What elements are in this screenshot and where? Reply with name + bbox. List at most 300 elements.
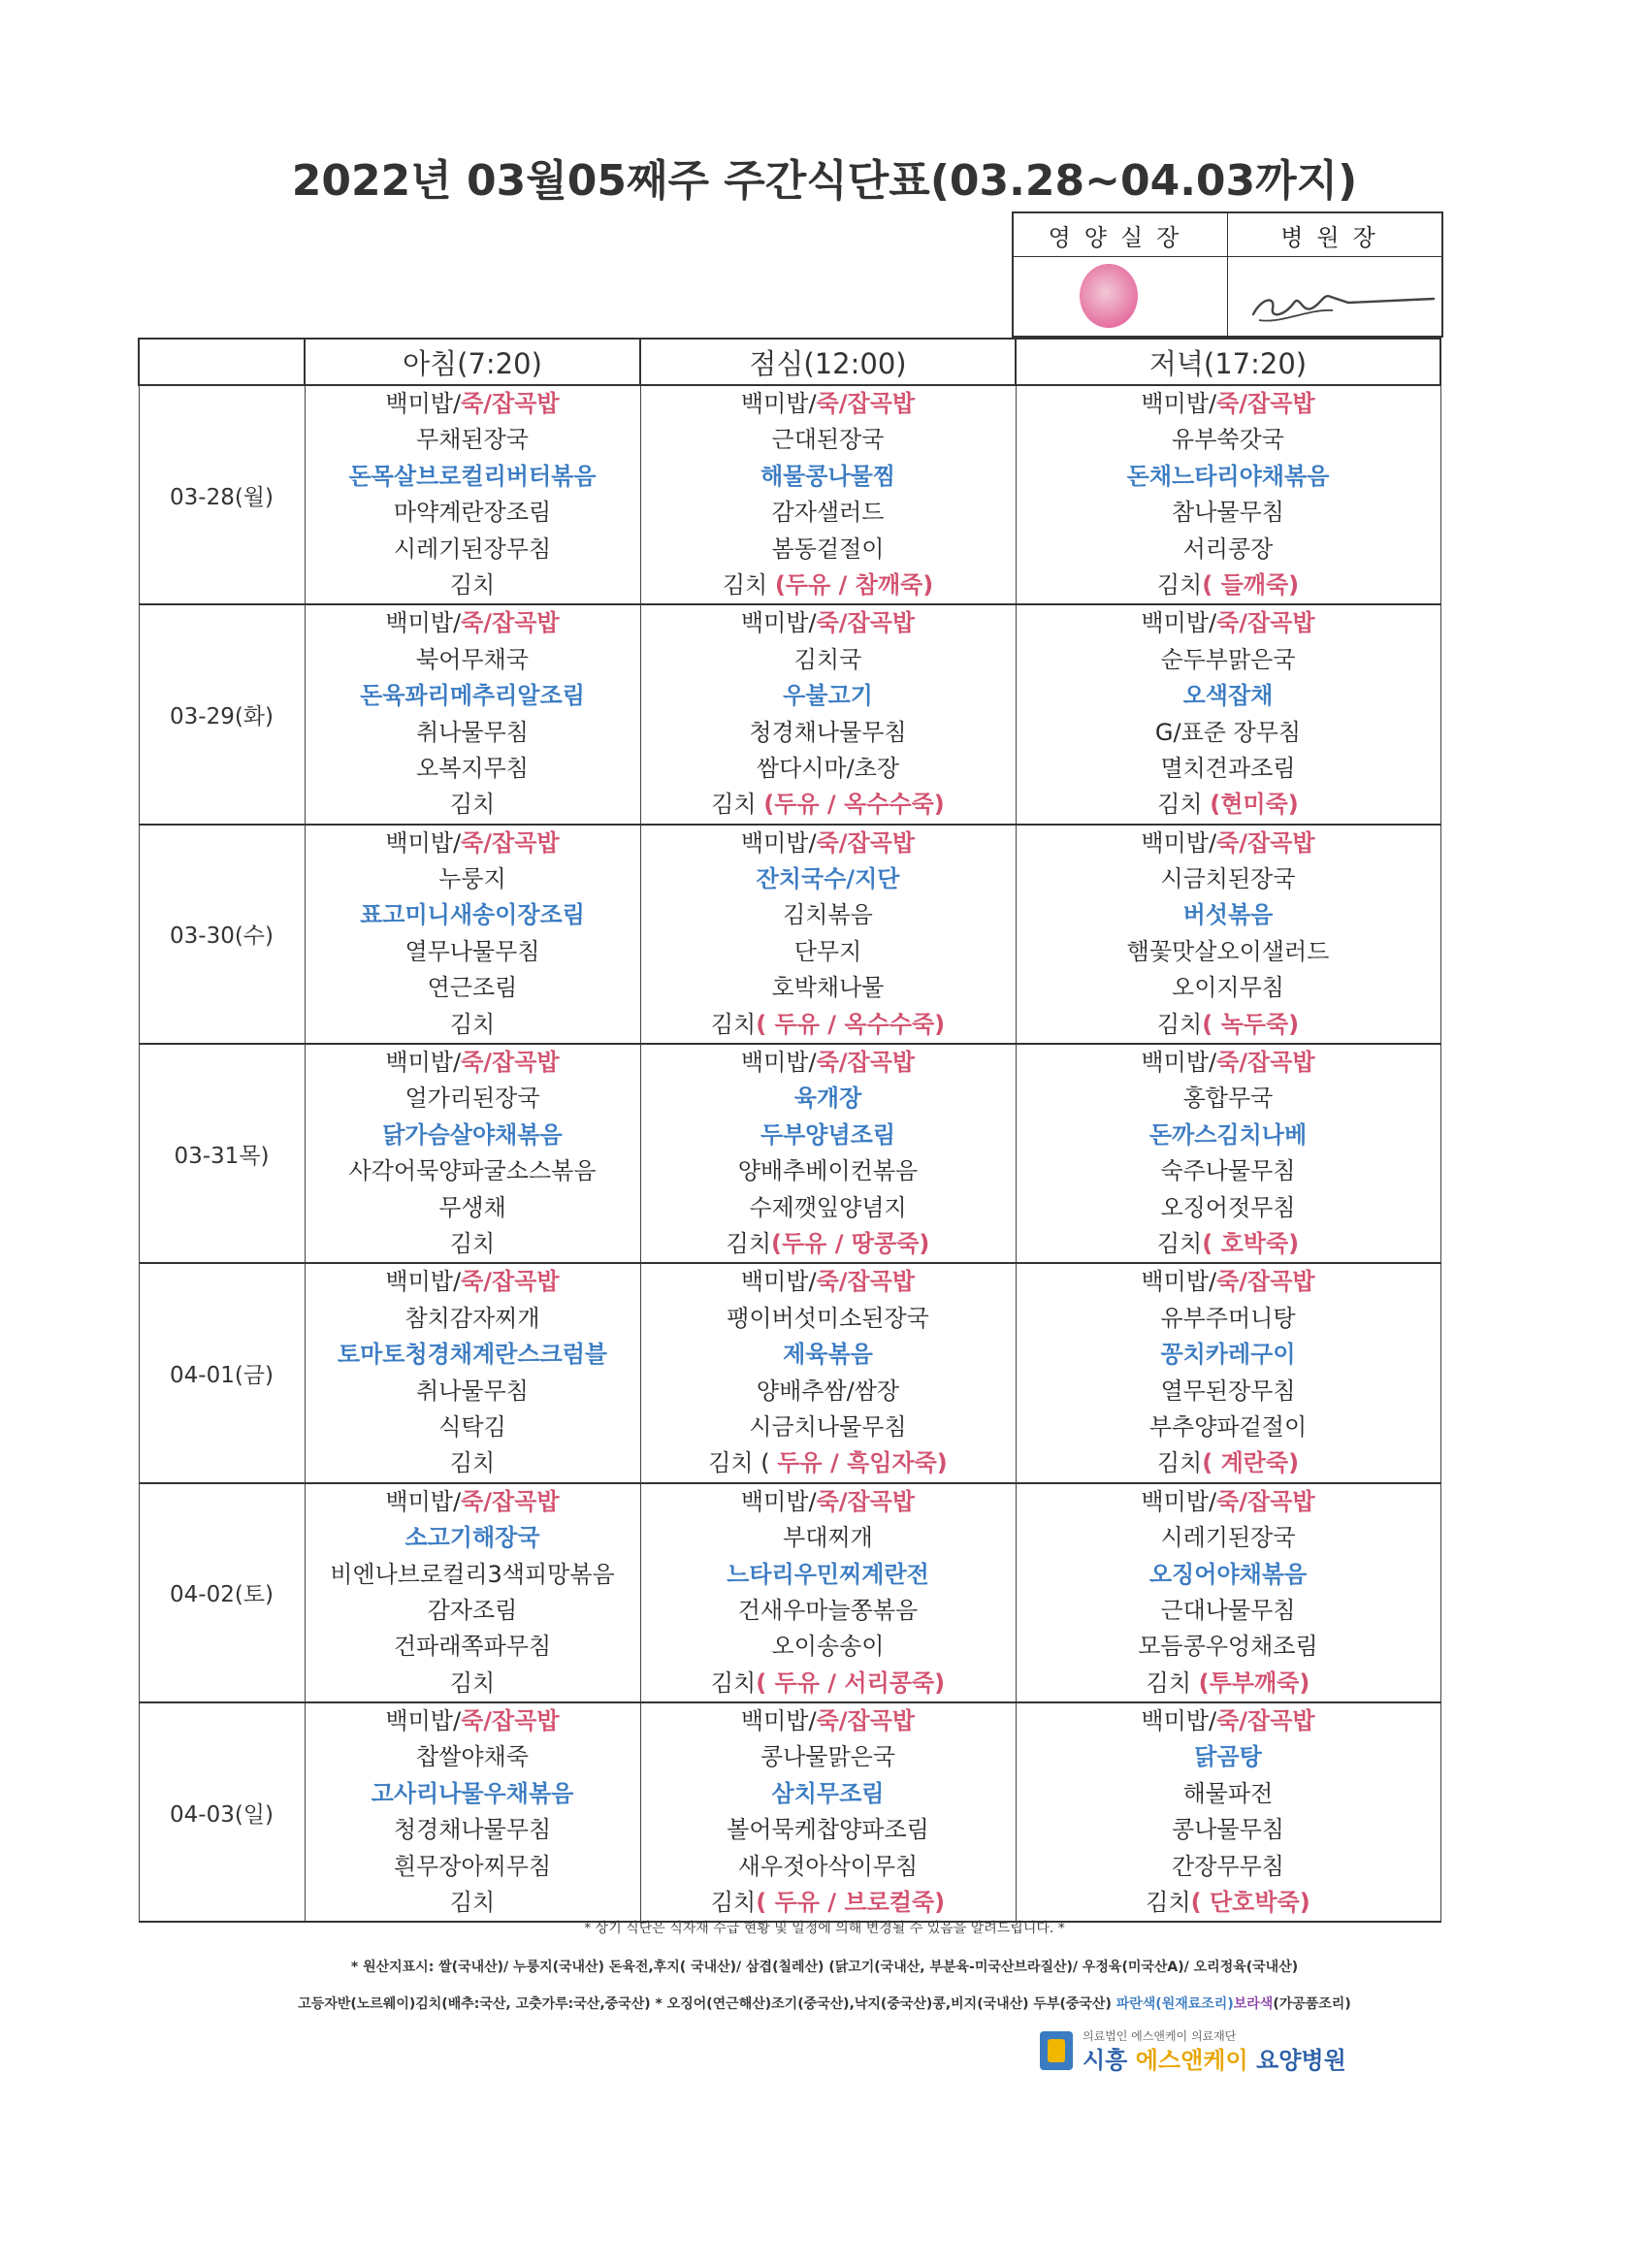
menu-item — [306, 459, 640, 495]
menu-item-text: (두유 / 옥수수죽) — [763, 791, 945, 819]
menu-item — [641, 1301, 1016, 1337]
menu-item — [306, 1484, 640, 1520]
menu-item — [306, 642, 640, 678]
menu-item — [1017, 751, 1440, 787]
menu-item-text: 육개장 — [793, 1085, 862, 1113]
menu-item-text: ( 두유 / 서리콩죽) — [756, 1669, 946, 1697]
menu-item-text: ( 들깨죽) — [1202, 570, 1300, 599]
menu-item-text: (두유 / 참깨죽) — [774, 570, 934, 599]
menu-item — [1017, 678, 1440, 714]
menu-item-text: 백미밥/ — [740, 1707, 817, 1735]
menu-item-text: 김치 — [722, 570, 775, 599]
menu-item-text: (투부깨죽) — [1198, 1669, 1310, 1697]
menu-item-text: 닭곰탕 — [1194, 1743, 1262, 1771]
menu-item-text: 백미밥/ — [740, 828, 817, 857]
menu-item — [306, 1301, 640, 1337]
menu-item-text: 김치 — [449, 1229, 496, 1257]
menu-item-text: 김치 — [449, 1669, 496, 1697]
menu-item-text: 죽/잡곡밥 — [1216, 390, 1315, 417]
menu-item-text: 부대찌개 — [783, 1524, 873, 1552]
menu-item-text: 근대된장국 — [771, 426, 885, 454]
menu-item — [1017, 1045, 1440, 1081]
menu-item — [641, 495, 1016, 531]
menu-item — [306, 1666, 640, 1701]
menu-item-text: 죽/잡곡밥 — [461, 1487, 560, 1515]
breakfast-cell — [305, 385, 640, 604]
menu-item-text: 김치 — [1156, 1010, 1203, 1038]
menu-item-text: 호박채나물 — [771, 974, 885, 1002]
menu-item — [641, 934, 1016, 970]
menu-item-text: 무생채 — [438, 1193, 506, 1221]
day-row — [139, 825, 1440, 1044]
menu-item — [306, 751, 640, 787]
menu-item — [306, 1445, 640, 1481]
menu-item-text: 오이송송이 — [771, 1633, 885, 1661]
menu-item — [306, 1739, 640, 1775]
menu-item-text: 백미밥/ — [385, 1707, 462, 1735]
menu-item-text: 청경채나물무침 — [749, 718, 907, 746]
menu-item-text: 햄꽃맛살오이샐러드 — [1126, 937, 1330, 965]
menu-item — [306, 897, 640, 933]
menu-item — [641, 715, 1016, 751]
hospital-head-label: 병원장 — [1228, 212, 1443, 257]
menu-item-text: 북어무채국 — [416, 645, 529, 673]
menu-item-text: 오징어젓무침 — [1160, 1193, 1296, 1221]
menu-item — [641, 861, 1016, 897]
menu-item — [306, 1776, 640, 1812]
menu-item — [1017, 1484, 1440, 1520]
menu-item-text: 죽/잡곡밥 — [461, 390, 560, 417]
menu-item-text: 백미밥/ — [385, 828, 462, 857]
menu-item-text: 백미밥/ — [1141, 390, 1217, 417]
menu-item — [306, 1045, 640, 1081]
menu-item — [641, 1557, 1016, 1593]
menu-item-text: 단무지 — [793, 937, 862, 965]
menu-item — [641, 1190, 1016, 1226]
menu-item — [1017, 1374, 1440, 1409]
menu-item — [641, 897, 1016, 933]
dinner-cell — [1016, 825, 1440, 1044]
menu-item-text: 백미밥/ — [1141, 1268, 1217, 1296]
dinner-cell — [1016, 1702, 1440, 1922]
menu-item — [641, 459, 1016, 495]
menu-item-text: 죽/잡곡밥 — [816, 1487, 916, 1515]
menu-item-text: ( 두유 / 브로컬죽) — [756, 1889, 946, 1917]
menu-item — [1017, 459, 1440, 495]
menu-item — [306, 605, 640, 641]
menu-item — [641, 1118, 1016, 1153]
menu-item — [306, 386, 640, 422]
menu-item — [641, 1045, 1016, 1081]
menu-item-text: 느타리우민찌계란전 — [727, 1560, 929, 1588]
menu-item — [1017, 1593, 1440, 1629]
menu-item-text: 백미밥/ — [385, 1268, 462, 1296]
menu-item-text: 취나물무침 — [416, 718, 529, 746]
menu-item-text: 죽/잡곡밥 — [816, 1707, 916, 1735]
menu-item-text: 해물파전 — [1182, 1779, 1274, 1807]
day-label: 03-29(화) — [139, 604, 305, 824]
menu-item — [1017, 1007, 1440, 1043]
menu-item-text: 부추양파겉절이 — [1148, 1412, 1308, 1441]
menu-item — [641, 1007, 1016, 1043]
menu-item — [1017, 970, 1440, 1006]
dinner-cell — [1016, 1263, 1440, 1482]
change-notice: * 상기 식단은 식자재 수급 현황 및 일정에 의해 변경될 수 있음을 알려드립니다. * — [584, 1921, 1065, 1936]
menu-item — [306, 1153, 640, 1189]
menu-item — [641, 642, 1016, 678]
menu-item-text: 시금치나물무침 — [749, 1412, 907, 1441]
menu-item-text: 죽/잡곡밥 — [1216, 1707, 1315, 1735]
menu-item-text: 제육볶음 — [783, 1341, 873, 1369]
menu-item-text: 김치 — [1156, 570, 1203, 599]
menu-item-text: (두유 / 땅콩죽) — [771, 1229, 930, 1257]
menu-item — [641, 1776, 1016, 1812]
menu-item-text: 김치 — [449, 570, 496, 599]
menu-item-text: 백미밥/ — [740, 1268, 817, 1296]
menu-item-text: 김치 — [1156, 1449, 1203, 1477]
menu-item-text: 감자샐러드 — [771, 499, 885, 527]
menu-item-text: 연근조림 — [427, 974, 518, 1002]
menu-item-text: 죽/잡곡밥 — [1216, 1487, 1315, 1515]
header-breakfast: 아침(7:20) — [305, 339, 640, 385]
menu-body — [139, 385, 1440, 1922]
menu-item-text: 사각어묵양파굴소스볶음 — [348, 1157, 597, 1185]
menu-item-text: 오복지무침 — [416, 754, 529, 782]
day-label: 03-30(수) — [139, 825, 305, 1044]
menu-item-text: 김치 — [1157, 791, 1211, 819]
menu-item-text: 참치감자찌개 — [404, 1304, 540, 1332]
menu-item-text: 돈육꽈리메추리알조림 — [360, 682, 585, 710]
menu-item — [306, 532, 640, 567]
menu-item — [1017, 1264, 1440, 1300]
menu-item — [306, 1629, 640, 1665]
menu-item — [306, 1118, 640, 1153]
menu-item-text: 시레기된장국 — [1160, 1524, 1296, 1552]
corner-header — [139, 339, 305, 385]
menu-item — [306, 1337, 640, 1373]
menu-item-text: 홍합무국 — [1182, 1085, 1274, 1113]
menu-item — [306, 1557, 640, 1593]
menu-item — [641, 1849, 1016, 1885]
menu-item — [1017, 605, 1440, 641]
menu-item — [1017, 826, 1440, 861]
origin-notice-1: * 원산지표시: 쌀(국내산)/ 누룽지(국내산) 돈육전,후지( 국내산)/ 삼겹(칠레산) (닭고기(국내산, 부분육-미국산브라질산)/ 우정육(미국산A)/ 오리정육(국내산) — [350, 1960, 1299, 1975]
menu-item-text: 유부쑥갓국 — [1172, 426, 1284, 454]
menu-item-text: 표고미니새송이장조림 — [360, 901, 585, 929]
menu-item-text: 비엔나브로컬리3색피망볶음 — [330, 1560, 615, 1588]
menu-item-text: 봄동겉절이 — [771, 535, 885, 563]
menu-item-text: 오색잡채 — [1182, 682, 1274, 710]
day-label: 03-28(월) — [139, 385, 305, 604]
menu-item-text: 백미밥/ — [1141, 1707, 1217, 1735]
menu-item-text: 김치 — [711, 791, 764, 819]
lunch-cell — [640, 1044, 1016, 1263]
menu-item-text: 돈목살브로컬리버터볶음 — [348, 462, 597, 490]
menu-item — [641, 1739, 1016, 1775]
menu-item-text: 백미밥/ — [385, 1487, 462, 1515]
menu-item-text: 죽/잡곡밥 — [816, 609, 916, 637]
menu-item — [306, 1409, 640, 1445]
header-lunch: 점심(12:00) — [640, 339, 1016, 385]
day-row — [139, 1263, 1440, 1482]
menu-item — [641, 787, 1016, 823]
menu-item-text: 수제깻잎양념지 — [749, 1193, 907, 1221]
menu-item — [641, 1264, 1016, 1300]
menu-item-text: 콩나물맑은국 — [760, 1743, 896, 1771]
day-row — [139, 604, 1440, 824]
menu-item-text: 버섯볶음 — [1182, 901, 1274, 929]
menu-item — [306, 1520, 640, 1556]
menu-item-text: 새우젓아삭이무침 — [737, 1852, 919, 1880]
menu-item — [306, 1849, 640, 1885]
menu-item-text: ( 호박죽) — [1202, 1229, 1300, 1257]
menu-item-text: 김치 — [726, 1229, 772, 1257]
lunch-cell — [640, 385, 1016, 604]
menu-item — [641, 1593, 1016, 1629]
menu-item-text: 양배추베이컨볶음 — [737, 1157, 919, 1185]
menu-item-text: 토마토청경채계란스크럼블 — [337, 1341, 608, 1369]
menu-item — [641, 1812, 1016, 1848]
menu-item-text: 김치 — [710, 1889, 757, 1917]
origin-notice-2-text: 고등자반(노르웨이)김치(배추:국산, 고춧가루:국산,중국산) * 오징어(연근해산)조기(중국산),낙지(중국산)콩,비지(국내산) 두부(중국산) — [298, 1996, 1116, 2012]
weekly-menu-table — [138, 338, 1441, 1923]
menu-item — [641, 1081, 1016, 1117]
menu-item-text: 식탁김 — [438, 1412, 506, 1441]
menu-item-text: 죽/잡곡밥 — [1216, 1049, 1315, 1077]
hospital-logo-icon — [1040, 2031, 1073, 2070]
day-label: 03-31목) — [139, 1044, 305, 1263]
menu-item — [306, 934, 640, 970]
menu-item — [1017, 1153, 1440, 1189]
menu-item-text: 죽/잡곡밥 — [816, 1268, 916, 1296]
menu-item — [306, 826, 640, 861]
menu-item-text: 김치 — [710, 1010, 757, 1038]
menu-item — [1017, 1557, 1440, 1593]
menu-item-text: 죽/잡곡밥 — [816, 828, 916, 857]
menu-item — [1017, 1337, 1440, 1373]
menu-item-text: 죽/잡곡밥 — [461, 1707, 560, 1735]
menu-item — [1017, 787, 1440, 823]
menu-item — [1017, 495, 1440, 531]
menu-item — [306, 787, 640, 823]
menu-item — [306, 861, 640, 897]
menu-item — [641, 422, 1016, 458]
menu-item — [1017, 642, 1440, 678]
menu-item — [641, 1520, 1016, 1556]
menu-item-text: 죽/잡곡밥 — [1216, 609, 1315, 637]
logo-brand: 에스앤케이 — [1135, 2047, 1248, 2074]
menu-item — [1017, 1226, 1440, 1262]
menu-item-text: 죽/잡곡밥 — [1216, 828, 1315, 857]
menu-item — [641, 678, 1016, 714]
lunch-cell — [640, 1483, 1016, 1702]
menu-item — [1017, 1629, 1440, 1665]
menu-item-text: 무채된장국 — [416, 426, 529, 454]
menu-item — [641, 1629, 1016, 1665]
menu-item — [1017, 532, 1440, 567]
logo-city: 시흥 — [1083, 2047, 1136, 2074]
menu-item — [1017, 1776, 1440, 1812]
menu-item — [1017, 1812, 1440, 1848]
menu-item-text: 돈채느타리야채볶음 — [1126, 462, 1330, 490]
menu-item — [641, 1703, 1016, 1739]
menu-item — [1017, 1739, 1440, 1775]
menu-item-text: 간장무무침 — [1172, 1852, 1284, 1880]
menu-item — [1017, 1445, 1440, 1481]
page-title: 2022년 03월05째주 주간식단표(03.28~04.03까지) — [291, 156, 1358, 206]
menu-item — [306, 1190, 640, 1226]
menu-item-text: 백미밥/ — [740, 390, 817, 417]
breakfast-cell — [305, 1702, 640, 1922]
day-row — [139, 1044, 1440, 1263]
menu-item-text: 돈까스김치나베 — [1148, 1120, 1308, 1149]
menu-item — [641, 532, 1016, 567]
menu-item — [306, 1812, 640, 1848]
lunch-cell — [640, 1263, 1016, 1482]
menu-item-text: 백미밥/ — [740, 609, 817, 637]
menu-item — [641, 1445, 1016, 1481]
menu-item — [306, 1703, 640, 1739]
menu-item-text: ( 계란죽) — [1202, 1449, 1300, 1477]
menu-item-text: 김치 — [1146, 1889, 1191, 1917]
breakfast-cell — [305, 604, 640, 824]
menu-item-text: 백미밥/ — [385, 609, 462, 637]
menu-item-text: 김치 — [449, 1010, 496, 1038]
menu-item-text: 백미밥/ — [1141, 828, 1217, 857]
menu-item — [306, 970, 640, 1006]
menu-item-text: 김치볶음 — [783, 901, 873, 929]
blue-legend: 파란색(원재료조리) — [1116, 1996, 1234, 2012]
menu-item-text: 순두부맑은국 — [1160, 645, 1296, 673]
menu-item — [641, 1666, 1016, 1701]
menu-item-text: 멸치견과조림 — [1160, 754, 1296, 782]
menu-item-text: 죽/잡곡밥 — [461, 1049, 560, 1077]
menu-item — [306, 495, 640, 531]
menu-item — [1017, 715, 1440, 751]
nutrition-head-label: 영양실장 — [1013, 212, 1228, 257]
menu-item — [641, 1226, 1016, 1262]
menu-item — [306, 1374, 640, 1409]
menu-item-text: 두부양념조림 — [760, 1120, 896, 1149]
dinner-cell — [1016, 604, 1440, 824]
menu-item — [641, 1885, 1016, 1921]
breakfast-cell — [305, 825, 640, 1044]
menu-item-text: 시금치된장국 — [1160, 865, 1296, 893]
menu-item — [641, 751, 1016, 787]
menu-item — [1017, 934, 1440, 970]
menu-item-text: 김치 — [710, 1669, 757, 1697]
menu-item — [641, 386, 1016, 422]
menu-item-text: 죽/잡곡밥 — [461, 1268, 560, 1296]
menu-item — [641, 1337, 1016, 1373]
logo-suffix: 요양병원 — [1247, 2047, 1346, 2074]
menu-item-text: 백미밥/ — [385, 1049, 462, 1077]
menu-item-text: G/표준 장무침 — [1154, 718, 1302, 746]
menu-item — [1017, 1849, 1440, 1885]
dinner-cell — [1016, 385, 1440, 604]
menu-item-text: 취나물무침 — [416, 1377, 529, 1405]
menu-item-text: 김치 ( — [708, 1449, 778, 1477]
menu-item — [306, 1885, 640, 1921]
menu-item-text: 오징어야채볶음 — [1148, 1560, 1308, 1588]
menu-item-text: 볼어묵케찹양파조림 — [727, 1816, 929, 1844]
dinner-cell — [1016, 1044, 1440, 1263]
menu-item-text: 두유 / 흑임자죽) — [777, 1449, 948, 1477]
day-row — [139, 385, 1440, 604]
menu-item-text: 고사리나물우채볶음 — [371, 1779, 574, 1807]
menu-item — [1017, 1301, 1440, 1337]
day-row — [139, 1483, 1440, 1702]
menu-item-text: 서리콩장 — [1182, 535, 1274, 563]
menu-item-text: 찹쌀야채죽 — [416, 1743, 529, 1771]
menu-item — [306, 1007, 640, 1043]
header-dinner: 저녁(17:20) — [1016, 339, 1440, 385]
menu-item-text: 열무나물무침 — [404, 937, 540, 965]
origin-notice-2 — [0, 1993, 1649, 2013]
menu-item-text: 얼가리된장국 — [404, 1085, 540, 1113]
day-label: 04-02(토) — [139, 1483, 305, 1702]
menu-item — [1017, 897, 1440, 933]
menu-item — [641, 605, 1016, 641]
menu-item-text: 청경채나물무침 — [393, 1816, 552, 1844]
menu-item-text: 소고기해장국 — [404, 1524, 540, 1552]
menu-item — [641, 826, 1016, 861]
menu-item-text: 백미밥/ — [1141, 609, 1217, 637]
menu-item — [1017, 1703, 1440, 1739]
menu-item-text: 흰무장아찌무침 — [393, 1852, 552, 1880]
menu-item-text: 건새우마늘쫑볶음 — [737, 1596, 919, 1624]
breakfast-cell — [305, 1263, 640, 1482]
menu-item-text: 근대나물무침 — [1160, 1596, 1296, 1624]
menu-item-text: 죽/잡곡밥 — [461, 828, 560, 857]
menu-item-text: 팽이버섯미소된장국 — [727, 1304, 929, 1332]
lunch-cell — [640, 825, 1016, 1044]
lunch-cell — [640, 604, 1016, 824]
menu-item — [1017, 1885, 1440, 1921]
menu-item-text: 누룽지 — [438, 865, 506, 893]
menu-item — [641, 1153, 1016, 1189]
menu-item — [306, 1264, 640, 1300]
menu-item-text: 삼치무조림 — [771, 1779, 885, 1807]
menu-item — [1017, 1409, 1440, 1445]
menu-item-text: 모듬콩우엉채조림 — [1138, 1633, 1318, 1661]
menu-item — [306, 1593, 640, 1629]
menu-item-text: 감자조림 — [427, 1596, 518, 1624]
menu-item-text: (현미죽) — [1210, 791, 1299, 819]
menu-item-text: 죽/잡곡밥 — [461, 609, 560, 637]
menu-item-text: 숙주나물무침 — [1160, 1157, 1296, 1185]
menu-item — [306, 567, 640, 603]
menu-item — [1017, 386, 1440, 422]
day-label: 04-03(일) — [139, 1702, 305, 1922]
menu-item — [641, 970, 1016, 1006]
dinner-cell — [1016, 1483, 1440, 1702]
breakfast-cell — [305, 1483, 640, 1702]
purple-legend-desc: (가공품조리) — [1273, 1996, 1351, 2012]
menu-item-text: 백미밥/ — [1141, 1487, 1217, 1515]
menu-item-text: 죽/잡곡밥 — [816, 390, 916, 417]
menu-item-text: 참나물무침 — [1172, 499, 1284, 527]
menu-item-text: 닭가슴살야채볶음 — [382, 1120, 563, 1149]
menu-item-text: 건파래쪽파무침 — [393, 1633, 552, 1661]
menu-item — [1017, 861, 1440, 897]
menu-item — [1017, 1190, 1440, 1226]
menu-item — [641, 1374, 1016, 1409]
menu-item-text: ( 녹두죽) — [1202, 1010, 1300, 1038]
menu-item — [306, 715, 640, 751]
menu-item-text: 우불고기 — [783, 682, 873, 710]
menu-item-text: 김치국 — [793, 645, 862, 673]
